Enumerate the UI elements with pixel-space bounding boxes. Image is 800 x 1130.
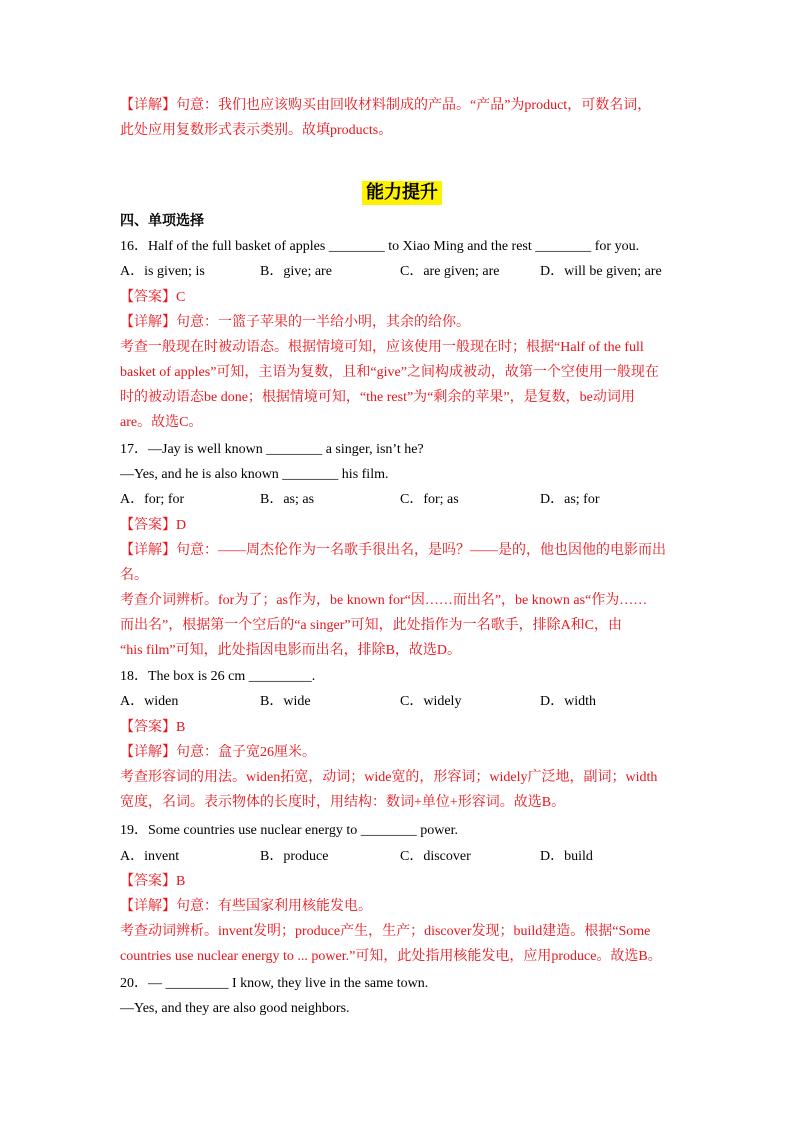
option-a: A．for; for — [120, 492, 185, 507]
explanation-line: 【详解】句意：我们也应该购买由回收材料制成的产品。“产品”为product，可数名词， — [120, 98, 652, 113]
explanation-line: 而出名”，根据第一个空后的“a singer”可知，此处指作为一名歌手，排除A和C，由 — [120, 618, 623, 633]
explanation-line: 考查一般现在时被动语态。根据情境可知，应该使用一般现在时；根据“Half of the full — [120, 340, 644, 355]
option-d: D．as; for — [540, 492, 600, 507]
explanation-line: 名。 — [120, 568, 148, 583]
answer-line: 【答案】C — [120, 290, 186, 305]
answer-line: 【答案】B — [120, 720, 186, 735]
explanation-line: 宽度，名词。表示物体的长度时，用结构：数词+单位+形容词。故选B。 — [120, 795, 566, 810]
section-heading: 能力提升 — [362, 181, 442, 205]
option-c: C．widely — [400, 694, 462, 709]
explanation-line: 【详解】句意：——周杰伦作为一名歌手很出名，是吗？——是的，他也因他的电影而出 — [120, 543, 666, 558]
answer-line: 【答案】B — [120, 874, 186, 889]
question-stem: 20．— _________ I know, they live in the same town. — [120, 976, 429, 991]
question-stem: 18．The box is 26 cm _________. — [120, 669, 316, 684]
explanation-line: 考查介词辨析。for为了；as作为，be known for“因……而出名”，be known as“作为…… — [120, 593, 648, 608]
explanation-line: 此处应用复数形式表示类别。故填products。 — [120, 123, 393, 138]
option-b: B．wide — [260, 694, 311, 709]
question-stem: 17．—Jay is well known ________ a singer, isn’t he? — [120, 442, 424, 457]
section-title: 四、单项选择 — [120, 214, 204, 229]
option-b: B．produce — [260, 849, 329, 864]
explanation-line: 【详解】句意：盒子宽26厘米。 — [120, 745, 316, 760]
explanation-line: 考查形容词的用法。widen拓宽，动词；wide宽的，形容词；widely广泛地，副词；width — [120, 770, 658, 785]
explanation-line: 【详解】句意：有些国家利用核能发电。 — [120, 899, 372, 914]
option-c: C．for; as — [400, 492, 459, 507]
option-a: A．invent — [120, 849, 180, 864]
explanation-line: 时的被动语态be done；根据情境可知，“the rest”为“剩余的苹果”，是复数，be动词用 — [120, 390, 635, 405]
option-d: D．will be given; are — [540, 264, 662, 279]
explanation-line: 【详解】句意：一篮子苹果的一半给小明，其余的给你。 — [120, 315, 470, 330]
option-a: A．widen — [120, 694, 179, 709]
explanation-line: “his film”可知，此处指因电影而出名，排除B，故选D。 — [120, 643, 462, 658]
option-a: A．is given; is — [120, 264, 205, 279]
explanation-line: countries use nuclear energy to ... power.”可知，此处指用核能发电，应用produce。故选B。 — [120, 949, 662, 964]
option-b: B．as; as — [260, 492, 315, 507]
explanation-line: 考查动词辨析。invent发明；produce产生，生产；discover发现；build建造。根据“Some — [120, 924, 651, 939]
option-d: D．build — [540, 849, 593, 864]
explanation-line: basket of apples”可知，主语为复数，且和“give”之间构成被动，故第一个空使用一般现在 — [120, 365, 659, 380]
answer-line: 【答案】D — [120, 518, 187, 533]
option-c: C．are given; are — [400, 264, 500, 279]
question-stem: —Yes, and they are also good neighbors. — [120, 1001, 350, 1016]
question-stem: 19．Some countries use nuclear energy to ________ power. — [120, 823, 459, 838]
question-stem: —Yes, and he is also known ________ his film. — [120, 467, 389, 482]
explanation-line: are。故选C。 — [120, 415, 203, 430]
question-stem: 16．Half of the full basket of apples ________ to Xiao Ming and the rest ________ for you. — [120, 239, 640, 254]
option-b: B．give; are — [260, 264, 332, 279]
option-c: C．discover — [400, 849, 471, 864]
option-d: D．width — [540, 694, 596, 709]
